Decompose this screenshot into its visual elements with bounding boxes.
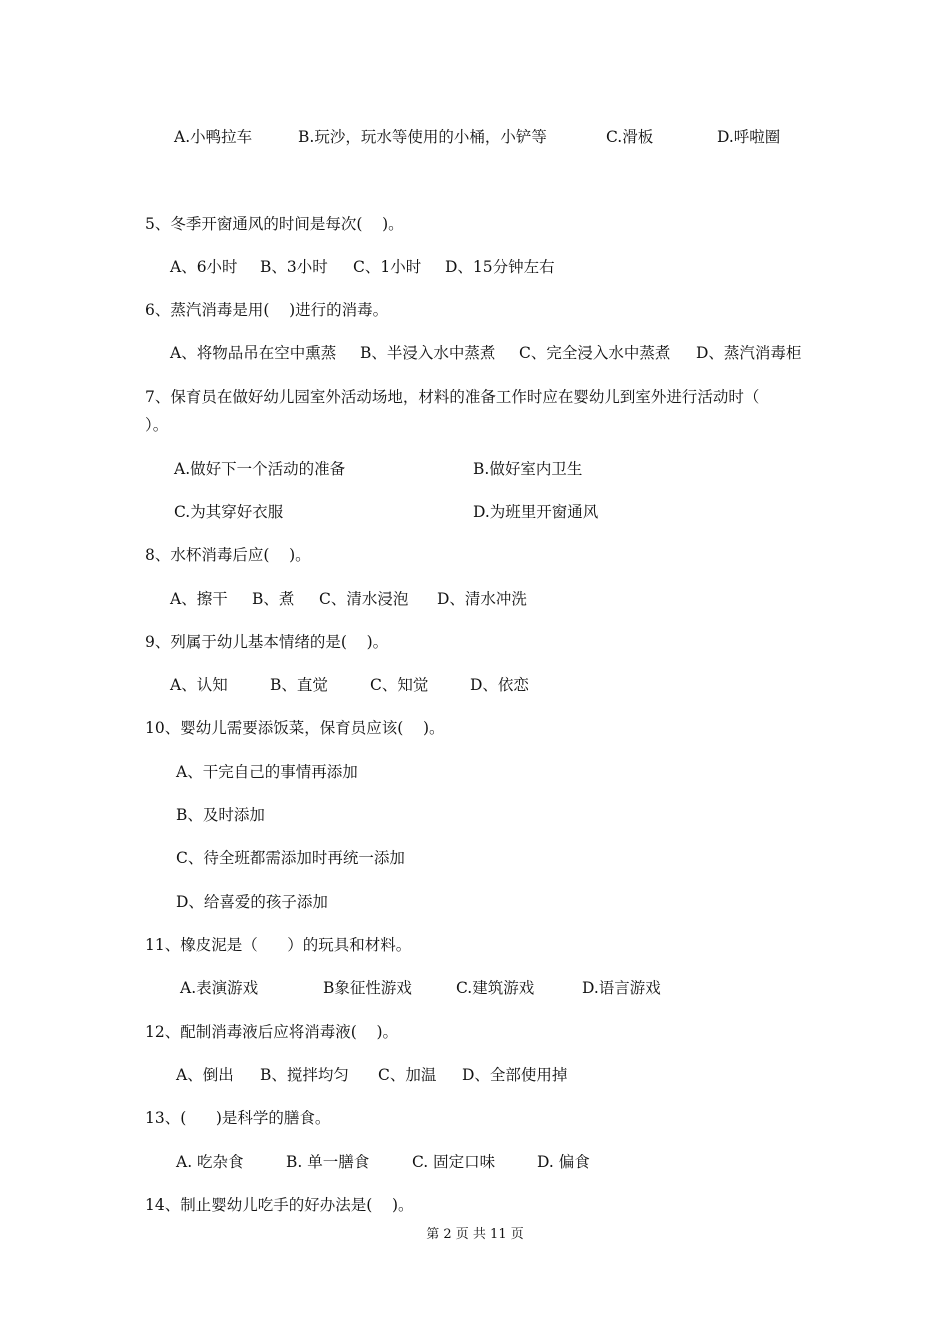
option-b: B象征性游戏: [323, 979, 412, 997]
option-a: A、倒出: [176, 1066, 234, 1084]
option-c: C、待全班都需添加时再统一添加: [176, 849, 405, 867]
option-b: B、半浸入水中蒸煮: [360, 344, 496, 362]
question-stem: 6、蒸汽消毒是用( )进行的消毒。: [145, 301, 389, 319]
option-d: D.呼啦圈: [717, 128, 781, 146]
option-d: D.为班里开窗通风: [473, 503, 599, 521]
question-stem: 14、制止婴幼儿吃手的好办法是( )。: [145, 1196, 414, 1214]
option-b: B、搅拌均匀: [260, 1066, 349, 1084]
option-a: A、将物品吊在空中熏蒸: [170, 344, 337, 362]
option-b: B、直觉: [270, 676, 328, 694]
option-d: D、15分钟左右: [445, 258, 555, 276]
option-d: D、依恋: [470, 676, 529, 694]
option-c: C. 固定口味: [412, 1153, 496, 1171]
option-d: D、清水冲洗: [437, 590, 527, 608]
option-b: B. 单一膳食: [286, 1153, 370, 1171]
question-stem: 11、橡皮泥是（ ）的玩具和材料。: [145, 936, 412, 954]
option-c: C、加温: [378, 1066, 437, 1084]
option-a: A.表演游戏: [180, 979, 259, 997]
question-stem: 5、冬季开窗通风的时间是每次( )。: [145, 215, 404, 233]
option-c: C.滑板: [606, 128, 654, 146]
page-footer: 第 2 页 共 11 页: [426, 1227, 524, 1242]
question-stem: 9、列属于幼儿基本情绪的是( )。: [145, 633, 389, 651]
option-c: C、清水浸泡: [319, 590, 409, 608]
question-stem: 7、保育员在做好幼儿园室外活动场地，材料的准备工作时应在婴幼儿到室外进行活动时（: [145, 388, 760, 406]
option-a: A、干完自己的事情再添加: [176, 763, 358, 781]
option-b: B、煮: [252, 590, 295, 608]
question-stem: 12、配制消毒液后应将消毒液( )。: [145, 1023, 399, 1041]
option-b: B.做好室内卫生: [473, 460, 583, 478]
option-a: A.做好下一个活动的准备: [174, 460, 346, 478]
option-d: D、全部使用掉: [462, 1066, 568, 1084]
option-c: C.建筑游戏: [456, 979, 535, 997]
question-stem-continuation: ）。: [145, 416, 169, 434]
option-c: C、知觉: [370, 676, 429, 694]
option-d: D、给喜爱的孩子添加: [176, 893, 328, 911]
option-a: A、6小时: [170, 258, 238, 276]
option-a: A. 吃杂食: [176, 1153, 244, 1171]
option-b: B.玩沙，玩水等使用的小桶，小铲等: [298, 128, 547, 146]
question-stem: 10、婴幼儿需要添饭菜，保育员应该( )。: [145, 719, 445, 737]
question-stem: 8、水杯消毒后应( )。: [145, 546, 311, 564]
option-a: A.小鸭拉车: [174, 128, 253, 146]
option-d: D、蒸汽消毒柜: [696, 344, 802, 362]
option-b: B、3小时: [260, 258, 328, 276]
option-d: D. 偏食: [537, 1153, 590, 1171]
option-c: C、完全浸入水中蒸煮: [519, 344, 671, 362]
option-c: C.为其穿好衣服: [174, 503, 284, 521]
option-b: B、及时添加: [176, 806, 265, 824]
option-d: D.语言游戏: [582, 979, 661, 997]
question-stem: 13、( )是科学的膳食。: [145, 1109, 331, 1127]
option-a: A、擦干: [170, 590, 228, 608]
option-a: A、认知: [170, 676, 228, 694]
option-c: C、1小时: [353, 258, 422, 276]
